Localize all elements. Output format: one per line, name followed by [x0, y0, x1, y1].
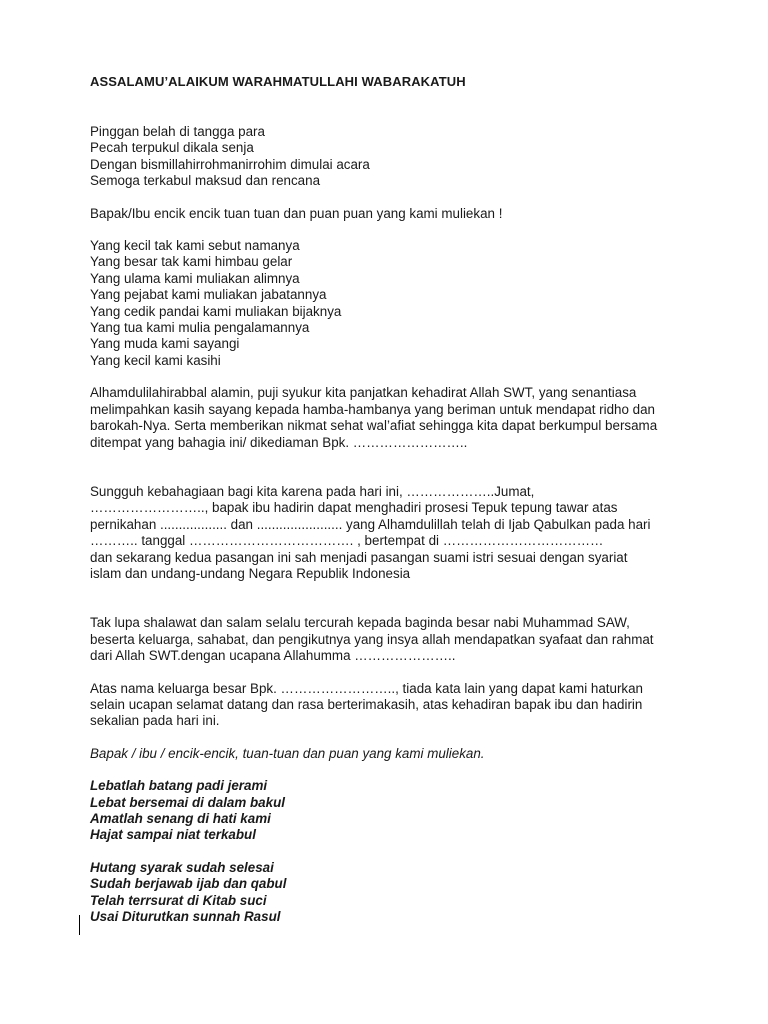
text-line: Dengan bismillahirrohmanirrohim dimulai acara [90, 156, 370, 172]
closing-pantun-two [90, 860, 690, 926]
text-line: Lebat bersemai di dalam bakul [90, 794, 285, 810]
text-line: Bapak/Ibu encik encik tuan tuan dan puan puan yang kami muliekan ! [90, 205, 503, 221]
praise-paragraph [90, 385, 690, 451]
closing-pantun-one [90, 778, 690, 844]
text-line: barokah-Nya. Serta memberikan nikmat sehat wal’afiat sehingga kita dapat berkumpul bersama [90, 418, 658, 434]
text-line: Amatlah senang di hati kami [90, 811, 271, 826]
honorifics-list [90, 238, 690, 369]
document-title: ASSALAMU’ALAIKUM WARAHMATULLAHI WABARAKATUH [90, 74, 466, 89]
text-line: beserta keluarga, sahabat, dan pengikutnya yang insya allah mendapatkan syafaat dan rahmat [90, 631, 654, 647]
text-line: Atas nama keluarga besar Bpk. …………………….., tiada kata lain yang dapat kami haturkan [90, 680, 643, 696]
text-line: Alhamdulilahirabbal alamin, puji syukur kita panjatkan kehadirat Allah SWT, yang senantiasa [90, 385, 637, 401]
text-line: Yang pejabat kami muliakan jabatannya [90, 287, 327, 303]
text-line: Semoga terkabul maksud dan rencana [90, 173, 321, 189]
text-line: Sudah berjawab ijab dan qabul [90, 876, 287, 892]
shalawat-paragraph [90, 615, 690, 664]
event-paragraph [90, 484, 690, 582]
text-line: Pinggan belah di tangga para [90, 124, 265, 139]
text-line: Yang kecil tak kami sebut namanya [90, 238, 300, 254]
text-line: Telah terrsurat di Kitab suci [90, 892, 267, 908]
document-body [90, 74, 690, 925]
text-line: ……….. tanggal ………………………………. , bertempat di ……………………………… [90, 533, 604, 549]
text-line: Sungguh kebahagiaan bagi kita karena pada hari ini, ………………..Jumat, [90, 483, 535, 499]
text-line: selain ucapan selamat datang dan rasa berterimakasih, atas kehadiran bapak ibu dan hadirin [90, 696, 643, 712]
text-line: Bapak / ibu / encik-encik, tuan-tuan dan puan yang kami muliekan. [90, 745, 485, 761]
text-line: dari Allah SWT.dengan ucapana Allahumma ………………….. [90, 648, 456, 664]
text-line: Yang ulama kami muliakan alimnya [90, 270, 300, 286]
text-line: ditempat yang bahagia ini/ dikediaman Bpk. …………………….. [90, 434, 468, 450]
text-line: pernikahan .................. dan ....................... yang Alhamdulillah telah di Ijab Qabulkan pada hari [90, 516, 651, 532]
text-line: Yang tua kami mulia pengalamannya [90, 320, 310, 336]
opening-pantun [90, 124, 690, 190]
text-line: Tak lupa shalawat dan salam selalu tercurah kepada baginda besar nabi Muhammad SAW, [90, 615, 630, 631]
text-line: Hutang syarak sudah selesai [90, 859, 274, 875]
text-line: Yang cedik pandai kami muliakan bijaknya [90, 303, 342, 319]
text-line: Pecah terpukul dikala senja [90, 140, 254, 156]
text-line: Usai Diturutkan sunnah Rasul [90, 909, 281, 925]
address-line [90, 746, 690, 762]
text-line: Yang muda kami sayangi [90, 336, 240, 352]
text-line: melimpahkan kasih sayang kepada hamba-hambanya yang beriman untuk mendapat ridho dan [90, 401, 655, 417]
text-line: islam dan undang-undang Negara Republik Indonesia [90, 565, 411, 581]
family-paragraph [90, 681, 690, 730]
text-line: Lebatlah batang padi jerami [90, 778, 268, 794]
text-line: sekalian pada hari ini. [90, 713, 220, 729]
text-line: Hajat sampai niat terkabul [90, 827, 256, 843]
text-cursor [79, 915, 80, 935]
text-line: dan sekarang kedua pasangan ini sah menjadi pasangan suami istri sesuai dengan syariat [90, 549, 628, 565]
text-line: Yang besar tak kami himbau gelar [90, 254, 293, 270]
text-line: …………………….., bapak ibu hadirin dapat menghadiri prosesi Tepuk tepung tawar atas [90, 500, 618, 516]
greeting-line [90, 206, 690, 222]
text-line: Yang kecil kami kasihi [90, 352, 221, 368]
